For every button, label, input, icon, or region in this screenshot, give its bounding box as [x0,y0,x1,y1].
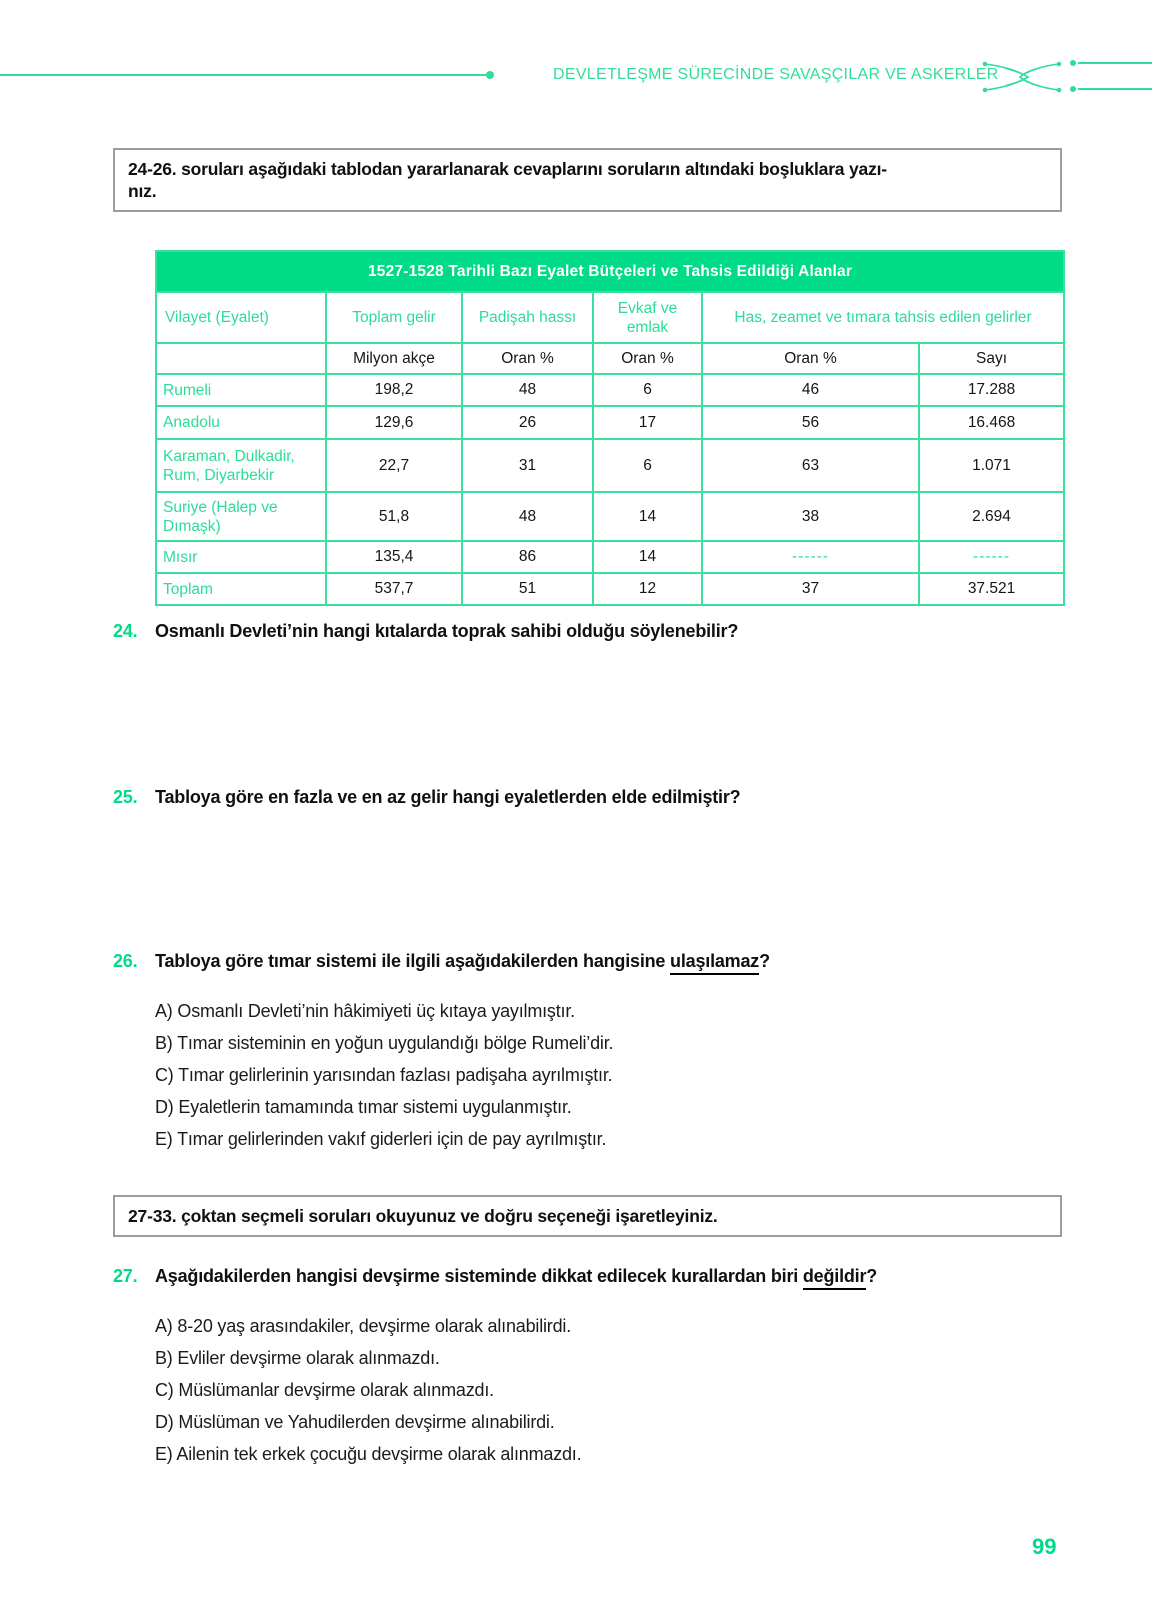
table-row-karaman [156,439,1064,492]
cell: 6 [593,439,702,492]
option-e: E) Tımar gelirlerinden vakıf giderleri için de pay ayrılmıştır. [155,1129,607,1149]
cell: 46 [702,374,919,406]
row-label: Mısır [156,541,326,573]
budget-table [155,250,1065,606]
cell: 37 [702,573,919,605]
cell: 38 [702,492,919,541]
header-rule-dot [486,71,494,79]
instruction-box-27-33 [113,1195,1062,1237]
header-right-rule-top-dot [1070,60,1076,66]
cell: 17 [593,406,702,439]
question-25 [113,786,1062,808]
header-right-rule-bottom-dot [1070,86,1076,92]
col-header-padisah-hassi: Padişah hassı [462,292,593,343]
question-26-options [155,1001,1035,1161]
question-number: 26. [113,951,138,971]
option-a: A) 8-20 yaş arasındakiler, devşirme olarak alınabilirdi. [155,1316,571,1336]
question-27-options [155,1316,1035,1476]
table-row-anadolu [156,406,1064,439]
cell: 63 [702,439,919,492]
crossed-branches-ornament-icon [982,57,1066,97]
cell: 86 [462,541,593,573]
col-header-toplam-gelir: Toplam gelir [326,292,462,343]
cell: 17.288 [919,374,1064,406]
question-text: Tabloya göre en fazla ve en az gelir hangi eyaletlerden elde edilmiştir? [155,787,741,807]
question-number: 24. [113,621,138,641]
table-header-row [156,292,1064,343]
cell: 14 [593,541,702,573]
header-right-rule-bottom [1078,88,1152,90]
question-text [155,1265,1062,1287]
col-header-vilayet: Vilayet (Eyalet) [156,292,326,343]
table-row-rumeli [156,374,1064,406]
subheader-empty [156,343,326,374]
question-text-underlined: ulaşılamaz [670,951,759,975]
header-right-rule-top [1078,62,1152,64]
cell: 14 [593,492,702,541]
question-text-underlined: değildir [803,1266,866,1290]
col-header-has-zeamet-timar: Has, zeamet ve tımara tahsis edilen gelirler [702,292,1064,343]
row-label: Rumeli [156,374,326,406]
cell: 31 [462,439,593,492]
question-text-before: Aşağıdakilerden hangisi devşirme sisteminde dikkat edilecek kurallardan biri [155,1266,803,1286]
cell: 48 [462,492,593,541]
table-row-misir [156,541,1064,573]
option-c: C) Tımar gelirlerinin yarısından fazlası padişaha ayrılmıştır. [155,1065,613,1085]
instruction-box-24-26 [113,148,1062,212]
option-d: D) Müslüman ve Yahudilerden devşirme alınabilirdi. [155,1412,555,1432]
cell: 129,6 [326,406,462,439]
question-text-after: ? [866,1266,878,1286]
cell: 56 [702,406,919,439]
row-label: Karaman, Dulkadir, Rum, Diyarbekir [156,439,326,492]
question-text [155,950,1062,972]
table-subheader-row [156,343,1064,374]
cell: 51,8 [326,492,462,541]
cell: 26 [462,406,593,439]
instruction-text-line: 24-26. soruları aşağıdaki tablodan yararlanarak cevaplarını soruların altındaki boşluklara yazı- [128,159,887,179]
instruction-text-line: nız. [128,181,157,201]
table-title-row [156,251,1064,292]
table-row-toplam [156,573,1064,605]
header-rule-left [0,74,489,76]
question-text-before: Tabloya göre tımar sistemi ile ilgili aşağıdakilerden hangisine [155,951,671,971]
question-number: 25. [113,787,138,807]
cell-no-data: ------ [919,541,1064,573]
table-row-suriye [156,492,1064,541]
question-text: Osmanlı Devleti’nin hangi kıtalarda toprak sahibi olduğu söylenebilir? [155,621,739,641]
option-b: B) Tımar sisteminin en yoğun uygulandığı bölge Rumeli’dir. [155,1033,614,1053]
question-26 [113,950,1062,972]
cell: 37.521 [919,573,1064,605]
cell: 48 [462,374,593,406]
cell: 6 [593,374,702,406]
subheader-oran: Oran % [462,343,593,374]
cell: 2.694 [919,492,1064,541]
cell: 135,4 [326,541,462,573]
table-title: 1527-1528 Tarihli Bazı Eyalet Bütçeleri ve Tahsis Edildiği Alanlar [156,251,1064,292]
cell: 1.071 [919,439,1064,492]
subheader-oran: Oran % [702,343,919,374]
page-number: 99 [1032,1534,1057,1559]
option-b: B) Evliler devşirme olarak alınmazdı. [155,1348,440,1368]
question-number: 27. [113,1266,138,1286]
question-24 [113,620,1062,642]
option-d: D) Eyaletlerin tamamında tımar sistemi uygulanmıştır. [155,1097,572,1117]
row-label: Suriye (Halep ve Dımaşk) [156,492,326,541]
subheader-sayi: Sayı [919,343,1064,374]
option-c: C) Müslümanlar devşirme olarak alınmazdı. [155,1380,494,1400]
page-header-title: DEVLETLEŞME SÜRECİNDE SAVAŞÇILAR VE ASKERLER [553,66,999,83]
option-e: E) Ailenin tek erkek çocuğu devşirme olarak alınmazdı. [155,1444,582,1464]
cell: 12 [593,573,702,605]
cell: 16.468 [919,406,1064,439]
question-text-after: ? [759,951,770,971]
cell: 51 [462,573,593,605]
row-label: Anadolu [156,406,326,439]
question-27 [113,1265,1062,1287]
subheader-milyon-akce: Milyon akçe [326,343,462,374]
row-label: Toplam [156,573,326,605]
instruction-text-line: 27-33. çoktan seçmeli soruları okuyunuz ve doğru seçeneği işaretleyiniz. [128,1206,718,1226]
cell: 537,7 [326,573,462,605]
cell: 198,2 [326,374,462,406]
col-header-evkaf-ve-emlak: Evkaf ve emlak [593,292,702,343]
cell: 22,7 [326,439,462,492]
option-a: A) Osmanlı Devleti’nin hâkimiyeti üç kıtaya yayılmıştır. [155,1001,575,1021]
cell-no-data: ------ [702,541,919,573]
subheader-oran: Oran % [593,343,702,374]
